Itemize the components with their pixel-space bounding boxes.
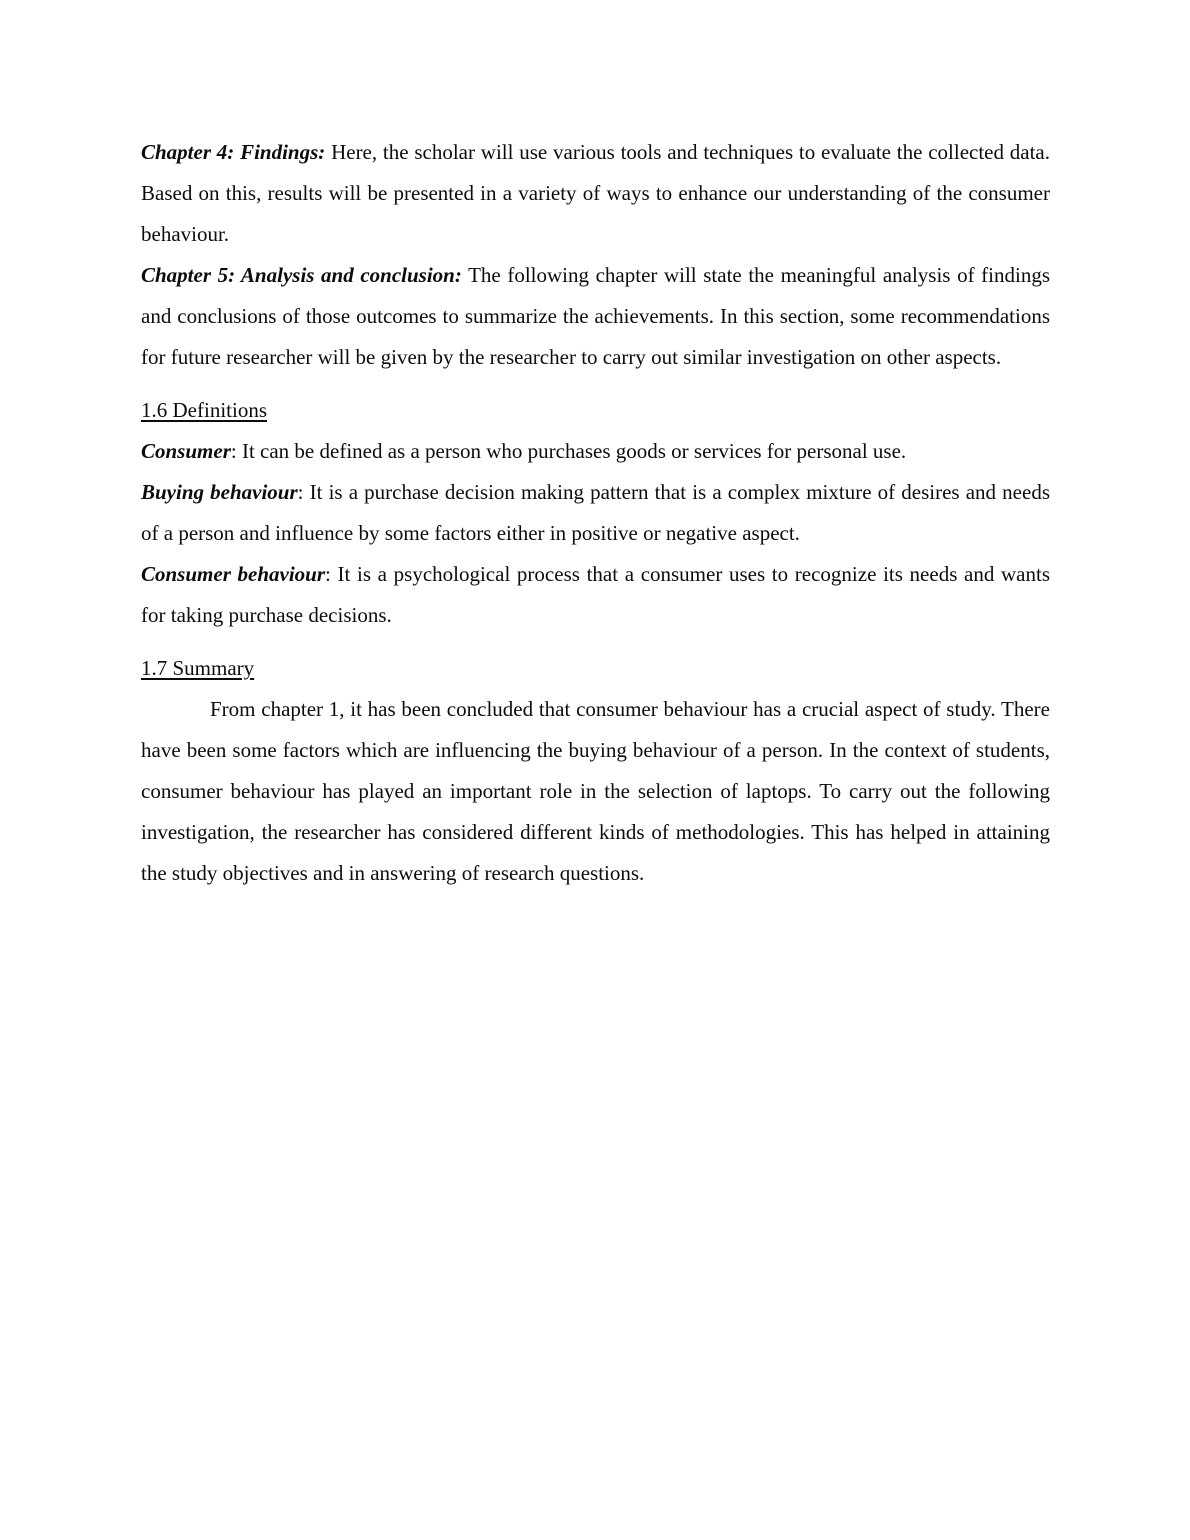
- definitions-heading: [141, 390, 1050, 431]
- chapter4-body: Here, the scholar will use various tools and techniques to evaluate the collected data. Based on this, results will be presented in a variety of ways to enhance our understanding of the consumer behaviour.: [141, 140, 1050, 246]
- chapter5-lead: Chapter 5: Analysis and conclusion:: [141, 263, 462, 287]
- definition-consumer-term: Consumer: [141, 439, 231, 463]
- definition-buying-behaviour: [141, 472, 1050, 554]
- definition-consumer: [141, 431, 1050, 472]
- definition-consumer-behaviour: [141, 554, 1050, 636]
- chapter5-body: The following chapter will state the meaningful analysis of findings and conclusions of those outcomes to summarize the achievements. In this section, some recommendations for future researcher will be given by the researcher to carry out similar investigation on other aspects.: [141, 263, 1051, 369]
- chapter5-paragraph: [141, 255, 1050, 378]
- definition-buying-behaviour-term: Buying behaviour: [141, 480, 298, 504]
- summary-paragraph: From chapter 1, it has been concluded that consumer behaviour has a crucial aspect of study. There have been some factors which are influencing the buying behaviour of a person. In the context of students, consumer behaviour has played an important role in the selection of laptops. To carry out the following investigation, the researcher has considered different kinds of methodologies. This has helped in attaining the study objectives and in answering of research questions.: [141, 697, 1050, 885]
- definition-buying-behaviour-text: : It is a purchase decision making pattern that is a complex mixture of desires and needs of a person and influence by some factors either in positive or negative aspect.: [141, 480, 1050, 545]
- summary-heading: [141, 648, 1050, 689]
- summary-heading-text: 1.7 Summary: [141, 656, 255, 680]
- definition-consumer-behaviour-text: : It is a psychological process that a consumer uses to recognize its needs and wants for taking purchase decisions.: [141, 562, 1050, 627]
- chapter4-lead: Chapter 4: Findings:: [141, 140, 326, 164]
- definition-consumer-text: : It can be defined as a person who purchases goods or services for personal use.: [230, 439, 907, 463]
- definitions-heading-text: 1.6 Definitions: [141, 398, 267, 422]
- definition-consumer-behaviour-term: Consumer behaviour: [141, 562, 326, 586]
- chapter4-paragraph: [141, 132, 1050, 255]
